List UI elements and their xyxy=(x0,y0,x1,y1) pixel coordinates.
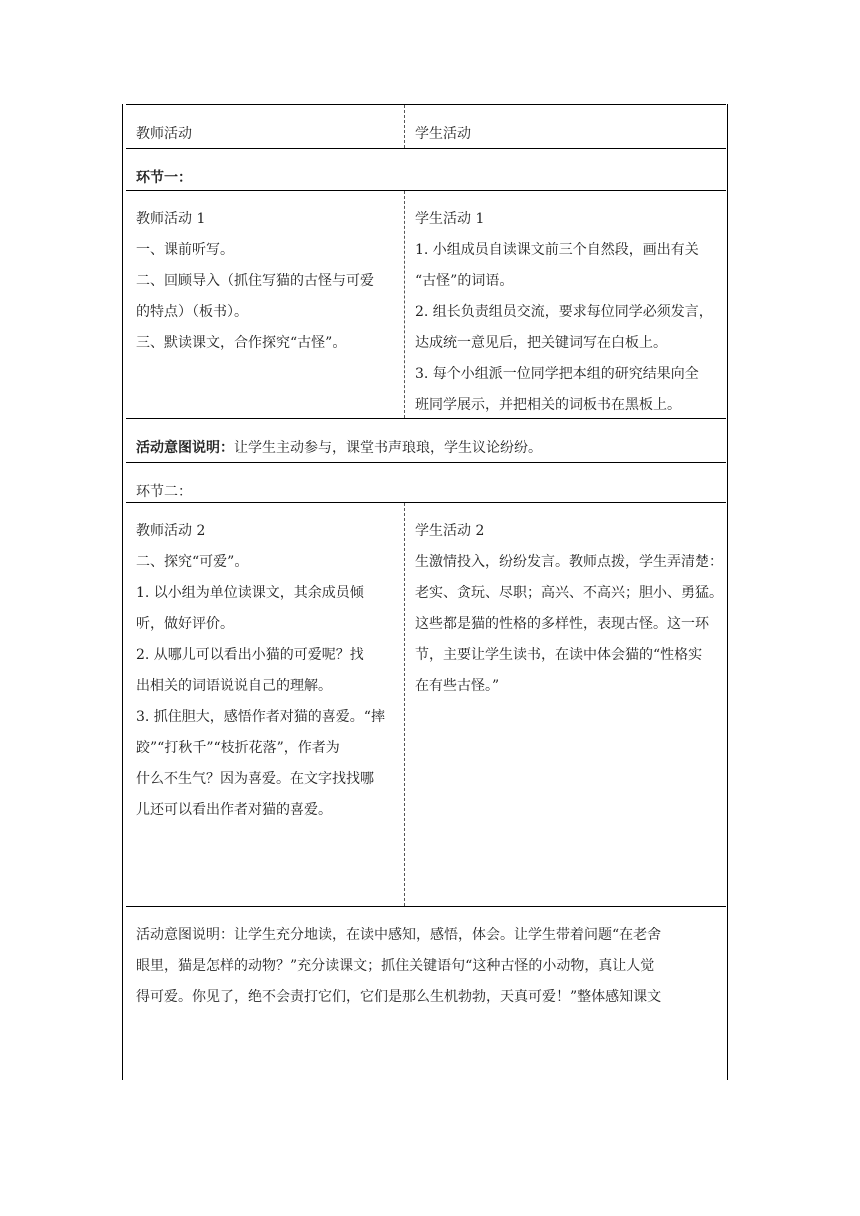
text-line: 儿还可以看出作者对猫的喜爱。 xyxy=(136,802,332,818)
intent-text: 让学生主动参与，课堂书声琅琅，学生议论纷纷。 xyxy=(234,440,542,456)
header-student-cell xyxy=(404,105,726,148)
text-line: 跤”“打秋千”“枝折花落”，作者为 xyxy=(136,740,340,756)
text-line: 一、课前听写。 xyxy=(136,242,234,258)
text-line: 教师活动 1 xyxy=(136,211,206,227)
text-line: 听，做好评价。 xyxy=(136,616,234,632)
table-outer-border-right xyxy=(727,104,728,1080)
text-line: 得可爱。你见了，绝不会责打它们，它们是那么生机勃勃，天真可爱！”整体感知课文 xyxy=(136,989,662,1005)
section1-intent-row xyxy=(126,418,726,462)
table-outer-border-left xyxy=(122,104,123,1080)
section2-student-cell xyxy=(404,503,726,906)
text-line: 眼里，猫是怎样的动物？”充分读课文；抓住关键语句“这种古怪的小动物，真让人觉 xyxy=(136,958,655,974)
text-line: 的特点）（板书）。 xyxy=(136,304,248,320)
text-line: 学生活动 1 xyxy=(415,211,485,227)
text-line: 达成统一意见后，把关键词写在白板上。 xyxy=(415,335,667,351)
text-line: 3. 每个小组派一位同学把本组的研究结果向全 xyxy=(415,366,699,382)
header-teacher-label: 教师活动 xyxy=(136,126,192,142)
text-line: 1. 以小组为单位读课文，其余成员倾 xyxy=(136,585,364,601)
text-line: 出相关的词语说说自己的理解。 xyxy=(136,678,332,694)
section1-intent xyxy=(136,433,716,464)
section1-title-row xyxy=(126,148,726,190)
text-line: 班同学展示，并把相关的词板书在黑板上。 xyxy=(415,397,681,413)
section1-teacher-cell xyxy=(126,191,404,418)
section2-activity-row xyxy=(126,502,726,906)
section1-title: 环节一： xyxy=(136,170,192,186)
text-line: 教师活动 2 xyxy=(136,523,206,539)
header-teacher-cell xyxy=(126,105,404,148)
section2-title-row xyxy=(126,462,726,502)
header-row xyxy=(126,104,726,148)
section2-teacher-cell xyxy=(126,503,404,906)
text-line: 三、默读课文，合作探究“古怪”。 xyxy=(136,335,347,351)
text-line: 学生活动 2 xyxy=(415,523,485,539)
text-line: “古怪”的词语。 xyxy=(415,273,514,289)
text-line: 2. 组长负责组员交流，要求每位同学必须发言， xyxy=(415,304,713,320)
text-line: 1. 小组成员自读课文前三个自然段，画出有关 xyxy=(415,242,699,258)
text-line: 生激情投入，纷纷发言。教师点拨，学生弄清楚： xyxy=(415,554,723,570)
text-line: 3. 抓住胆大，感悟作者对猫的喜爱。“摔 xyxy=(136,709,385,725)
section1-activity-row xyxy=(126,190,726,418)
section1-student-cell xyxy=(404,191,726,418)
text-line: 老实、贪玩、尽职；高兴、不高兴；胆小、勇猛。 xyxy=(415,585,723,601)
section2-intent-cell xyxy=(126,907,726,1026)
section2-title: 环节二： xyxy=(136,484,192,500)
text-line: 二、探究“可爱”。 xyxy=(136,554,249,570)
intent-label: 活动意图说明： xyxy=(136,440,234,456)
text-line: 什么不生气？因为喜爱。在文字找找哪 xyxy=(136,771,374,787)
text-line: 节，主要让学生读书，在读中体会猫的“性格实 xyxy=(415,647,703,663)
section2-intent-row xyxy=(126,906,726,1026)
text-line: 2. 从哪儿可以看出小猫的可爱呢？找 xyxy=(136,647,364,663)
text-line: 二、回顾导入（抓住写猫的古怪与可爱 xyxy=(136,273,374,289)
text-line: 活动意图说明：让学生充分地读，在读中感知，感悟，体会。让学生带着问题“在老舍 xyxy=(136,927,662,943)
text-line: 在有些古怪。” xyxy=(415,678,500,694)
lesson-plan-table xyxy=(122,104,728,1080)
header-student-label: 学生活动 xyxy=(415,126,471,142)
text-line: 这些都是猫的性格的多样性，表现古怪。这一环 xyxy=(415,616,709,632)
